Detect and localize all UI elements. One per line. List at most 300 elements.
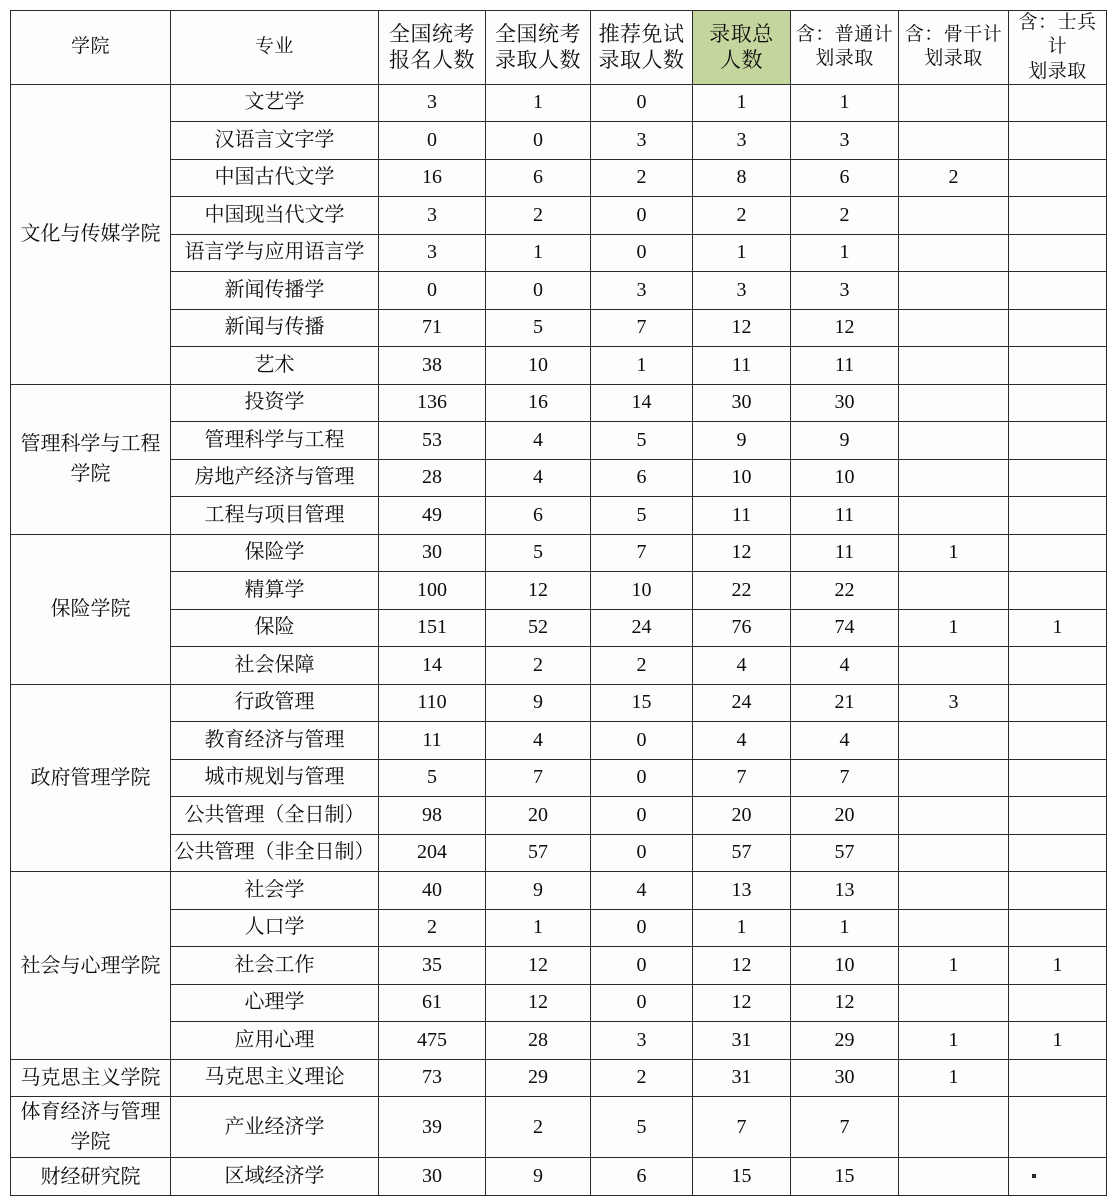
cell-major: 中国现当代文学 (171, 197, 379, 235)
table-row (11, 497, 1107, 535)
cell-normal-plan: 4 (791, 722, 899, 760)
cell-total-count: 11 (693, 347, 791, 385)
cell-apply-count: 0 (379, 122, 486, 160)
table-body (11, 84, 1107, 1195)
cell-apply-count: 14 (379, 647, 486, 685)
cell-total-count: 11 (693, 497, 791, 535)
header-cell-total (693, 11, 791, 85)
cell-admit-count: 20 (486, 797, 591, 835)
cell-backbone-plan: 2 (899, 159, 1009, 197)
header-cell-major (171, 11, 379, 85)
cell-total-count: 3 (693, 272, 791, 310)
cell-major: 应用心理 (171, 1022, 379, 1060)
cell-soldier-plan (1009, 459, 1107, 497)
cell-soldier-plan (1009, 384, 1107, 422)
cell-major: 社会工作 (171, 947, 379, 985)
cell-major: 社会保障 (171, 647, 379, 685)
header-apply-line2: 报名人数 (389, 48, 475, 73)
cell-exempt-count: 24 (591, 609, 693, 647)
cell-soldier-plan (1009, 1097, 1107, 1158)
cell-backbone-plan (899, 984, 1009, 1022)
table-row (11, 459, 1107, 497)
cell-admit-count: 12 (486, 984, 591, 1022)
cell-soldier-plan (1009, 422, 1107, 460)
cell-backbone-plan (899, 497, 1009, 535)
cell-normal-plan: 7 (791, 759, 899, 797)
cell-major: 城市规划与管理 (171, 759, 379, 797)
table-row (11, 309, 1107, 347)
cell-exempt-count: 6 (591, 1158, 693, 1196)
cell-major: 房地产经济与管理 (171, 459, 379, 497)
cell-total-count: 31 (693, 1022, 791, 1060)
cell-admit-count: 9 (486, 684, 591, 722)
cell-total-count: 76 (693, 609, 791, 647)
header-exempt-line1: 推荐免试 (598, 21, 685, 46)
cell-admit-count: 52 (486, 609, 591, 647)
cell-backbone-plan (899, 347, 1009, 385)
header-backbone-line2: 划录取 (924, 48, 983, 70)
cell-admit-count: 2 (486, 647, 591, 685)
table-header (11, 11, 1107, 85)
college-name-line2: 学院 (70, 1131, 111, 1154)
cell-apply-count: 73 (379, 1059, 486, 1097)
cell-total-count: 13 (693, 872, 791, 910)
cell-apply-count: 100 (379, 572, 486, 610)
cell-admit-count: 4 (486, 459, 591, 497)
cell-normal-plan: 57 (791, 834, 899, 872)
table-row (11, 572, 1107, 610)
cell-admit-count: 2 (486, 197, 591, 235)
cell-backbone-plan (899, 759, 1009, 797)
cell-backbone-plan (899, 834, 1009, 872)
cell-soldier-plan: 1 (1009, 947, 1107, 985)
cell-apply-count: 475 (379, 1022, 486, 1060)
header-total-line2: 人数 (720, 48, 763, 73)
header-cell-college (11, 11, 171, 85)
cell-apply-count: 98 (379, 797, 486, 835)
cell-exempt-count: 3 (591, 272, 693, 310)
cell-admit-count: 1 (486, 234, 591, 272)
admissions-table (10, 10, 1107, 1196)
cell-admit-count: 4 (486, 422, 591, 460)
cell-exempt-count: 0 (591, 197, 693, 235)
cell-exempt-count: 3 (591, 122, 693, 160)
cell-soldier-plan (1009, 572, 1107, 610)
cell-admit-count: 1 (486, 909, 591, 947)
header-row (11, 11, 1107, 85)
cell-apply-count: 35 (379, 947, 486, 985)
cell-soldier-plan (1009, 272, 1107, 310)
table-row (11, 647, 1107, 685)
cell-major: 公共管理（非全日制） (171, 834, 379, 872)
cell-exempt-count: 0 (591, 234, 693, 272)
cell-normal-plan: 6 (791, 159, 899, 197)
cell-exempt-count: 5 (591, 1097, 693, 1158)
cell-soldier-plan: 1 (1009, 609, 1107, 647)
cell-college: 文化与传媒学院 (11, 84, 171, 384)
college-name-line1: 体育经济与管理 (20, 1101, 161, 1124)
cell-total-count: 10 (693, 459, 791, 497)
cell-admit-count: 0 (486, 122, 591, 160)
cell-backbone-plan (899, 309, 1009, 347)
cell-normal-plan: 4 (791, 647, 899, 685)
cell-major: 新闻传播学 (171, 272, 379, 310)
cell-backbone-plan (899, 234, 1009, 272)
cell-exempt-count: 0 (591, 909, 693, 947)
table-row (11, 1022, 1107, 1060)
cell-apply-count: 110 (379, 684, 486, 722)
cell-soldier-plan (1009, 872, 1107, 910)
table-row (11, 947, 1107, 985)
cell-normal-plan: 30 (791, 1059, 899, 1097)
cell-backbone-plan (899, 647, 1009, 685)
header-cell-admit (486, 11, 591, 85)
header-soldier-line1: 含：士兵计 (1018, 12, 1097, 58)
cell-exempt-count: 0 (591, 984, 693, 1022)
cell-soldier-plan (1009, 797, 1107, 835)
cell-exempt-count: 3 (591, 1022, 693, 1060)
cell-college: 马克思主义学院 (11, 1059, 171, 1097)
cell-apply-count: 61 (379, 984, 486, 1022)
cell-admit-count: 0 (486, 272, 591, 310)
header-college-line1: 学院 (70, 36, 110, 58)
cell-admit-count: 2 (486, 1097, 591, 1158)
cell-college: 保险学院 (11, 534, 171, 684)
cell-major: 汉语言文字学 (171, 122, 379, 160)
cell-apply-count: 53 (379, 422, 486, 460)
header-cell-exempt (591, 11, 693, 85)
cell-apply-count: 16 (379, 159, 486, 197)
table-row (11, 1059, 1107, 1097)
cell-normal-plan: 20 (791, 797, 899, 835)
cell-normal-plan: 1 (791, 84, 899, 122)
cell-soldier-plan (1009, 309, 1107, 347)
cell-backbone-plan: 1 (899, 1059, 1009, 1097)
header-cell-apply (379, 11, 486, 85)
header-major-line1: 专业 (254, 36, 294, 58)
cell-exempt-count: 2 (591, 1059, 693, 1097)
cell-major: 行政管理 (171, 684, 379, 722)
table-row (11, 234, 1107, 272)
cell-exempt-count: 0 (591, 722, 693, 760)
cell-admit-count: 7 (486, 759, 591, 797)
cell-apply-count: 3 (379, 197, 486, 235)
cell-apply-count: 28 (379, 459, 486, 497)
cell-admit-count: 28 (486, 1022, 591, 1060)
table-row (11, 347, 1107, 385)
cell-exempt-count: 7 (591, 534, 693, 572)
table-row (11, 909, 1107, 947)
cell-normal-plan: 29 (791, 1022, 899, 1060)
cell-total-count: 15 (693, 1158, 791, 1196)
cell-exempt-count: 0 (591, 834, 693, 872)
cell-normal-plan: 30 (791, 384, 899, 422)
cell-apply-count: 204 (379, 834, 486, 872)
cell-major: 公共管理（全日制） (171, 797, 379, 835)
scan-artifact-dot (1032, 1174, 1036, 1178)
cell-normal-plan: 12 (791, 309, 899, 347)
cell-major: 文艺学 (171, 84, 379, 122)
cell-apply-count: 0 (379, 272, 486, 310)
cell-soldier-plan: 1 (1009, 1022, 1107, 1060)
cell-normal-plan: 74 (791, 609, 899, 647)
cell-soldier-plan (1009, 497, 1107, 535)
cell-major: 心理学 (171, 984, 379, 1022)
table-row (11, 384, 1107, 422)
header-exempt-line2: 录取人数 (598, 48, 685, 73)
table-row (11, 684, 1107, 722)
table-row (11, 1158, 1107, 1196)
cell-total-count: 12 (693, 309, 791, 347)
cell-major: 保险学 (171, 534, 379, 572)
cell-exempt-count: 1 (591, 347, 693, 385)
cell-exempt-count: 0 (591, 759, 693, 797)
cell-total-count: 22 (693, 572, 791, 610)
cell-exempt-count: 2 (591, 647, 693, 685)
cell-backbone-plan (899, 197, 1009, 235)
cell-total-count: 20 (693, 797, 791, 835)
cell-college: 财经研究院 (11, 1158, 171, 1196)
cell-normal-plan: 22 (791, 572, 899, 610)
cell-major: 艺术 (171, 347, 379, 385)
cell-backbone-plan (899, 122, 1009, 160)
table-row (11, 609, 1107, 647)
cell-apply-count: 2 (379, 909, 486, 947)
cell-apply-count: 3 (379, 84, 486, 122)
cell-total-count: 8 (693, 159, 791, 197)
cell-normal-plan: 1 (791, 234, 899, 272)
cell-normal-plan: 9 (791, 422, 899, 460)
header-total-line1: 录取总 (709, 21, 774, 46)
header-cell-soldier-plan (1009, 11, 1107, 85)
table-row (11, 834, 1107, 872)
cell-apply-count: 151 (379, 609, 486, 647)
cell-major: 语言学与应用语言学 (171, 234, 379, 272)
cell-soldier-plan (1009, 909, 1107, 947)
table-row (11, 759, 1107, 797)
cell-normal-plan: 10 (791, 947, 899, 985)
cell-total-count: 12 (693, 984, 791, 1022)
cell-college: 政府管理学院 (11, 684, 171, 872)
cell-admit-count: 4 (486, 722, 591, 760)
cell-total-count: 2 (693, 197, 791, 235)
cell-apply-count: 136 (379, 384, 486, 422)
table-row (11, 422, 1107, 460)
cell-soldier-plan (1009, 1059, 1107, 1097)
table-row (11, 984, 1107, 1022)
cell-exempt-count: 5 (591, 422, 693, 460)
cell-soldier-plan (1009, 234, 1107, 272)
cell-total-count: 31 (693, 1059, 791, 1097)
cell-admit-count: 5 (486, 534, 591, 572)
cell-backbone-plan (899, 422, 1009, 460)
cell-normal-plan: 21 (791, 684, 899, 722)
header-soldier-line2: 划录取 (1028, 60, 1087, 82)
cell-backbone-plan (899, 572, 1009, 610)
cell-exempt-count: 2 (591, 159, 693, 197)
cell-soldier-plan (1009, 647, 1107, 685)
cell-major: 马克思主义理论 (171, 1059, 379, 1097)
cell-total-count: 1 (693, 909, 791, 947)
cell-normal-plan: 13 (791, 872, 899, 910)
cell-backbone-plan: 1 (899, 534, 1009, 572)
cell-normal-plan: 3 (791, 272, 899, 310)
cell-major: 教育经济与管理 (171, 722, 379, 760)
cell-normal-plan: 15 (791, 1158, 899, 1196)
cell-apply-count: 49 (379, 497, 486, 535)
cell-major: 产业经济学 (171, 1097, 379, 1158)
cell-exempt-count: 14 (591, 384, 693, 422)
table-row (11, 122, 1107, 160)
cell-admit-count: 57 (486, 834, 591, 872)
cell-total-count: 12 (693, 534, 791, 572)
cell-major: 新闻与传播 (171, 309, 379, 347)
cell-total-count: 7 (693, 759, 791, 797)
cell-admit-count: 29 (486, 1059, 591, 1097)
cell-exempt-count: 0 (591, 797, 693, 835)
header-normal-line1: 含：普通计 (795, 24, 894, 46)
table-row (11, 872, 1107, 910)
cell-apply-count: 39 (379, 1097, 486, 1158)
cell-college: 管理科学与工程学院 (11, 384, 171, 534)
cell-apply-count: 3 (379, 234, 486, 272)
cell-backbone-plan (899, 872, 1009, 910)
cell-normal-plan: 10 (791, 459, 899, 497)
cell-normal-plan: 2 (791, 197, 899, 235)
cell-total-count: 3 (693, 122, 791, 160)
cell-total-count: 57 (693, 834, 791, 872)
cell-major: 社会学 (171, 872, 379, 910)
cell-admit-count: 5 (486, 309, 591, 347)
cell-major: 管理科学与工程 (171, 422, 379, 460)
header-cell-backbone-plan (899, 11, 1009, 85)
cell-soldier-plan (1009, 84, 1107, 122)
header-cell-normal-plan (791, 11, 899, 85)
cell-soldier-plan (1009, 534, 1107, 572)
cell-soldier-plan (1009, 984, 1107, 1022)
cell-backbone-plan (899, 722, 1009, 760)
cell-admit-count: 12 (486, 572, 591, 610)
cell-soldier-plan (1009, 347, 1107, 385)
cell-normal-plan: 1 (791, 909, 899, 947)
cell-normal-plan: 7 (791, 1097, 899, 1158)
cell-major: 投资学 (171, 384, 379, 422)
cell-total-count: 7 (693, 1097, 791, 1158)
cell-apply-count: 38 (379, 347, 486, 385)
cell-major: 工程与项目管理 (171, 497, 379, 535)
table-row (11, 272, 1107, 310)
cell-admit-count: 9 (486, 872, 591, 910)
cell-total-count: 4 (693, 647, 791, 685)
cell-apply-count: 71 (379, 309, 486, 347)
cell-exempt-count: 5 (591, 497, 693, 535)
header-apply-line1: 全国统考 (389, 21, 475, 46)
header-admit-line1: 全国统考 (495, 21, 581, 46)
table-row (11, 722, 1107, 760)
cell-soldier-plan (1009, 722, 1107, 760)
cell-exempt-count: 4 (591, 872, 693, 910)
cell-major: 人口学 (171, 909, 379, 947)
table-row (11, 1097, 1107, 1158)
cell-backbone-plan: 3 (899, 684, 1009, 722)
cell-backbone-plan: 1 (899, 609, 1009, 647)
cell-backbone-plan (899, 272, 1009, 310)
cell-backbone-plan (899, 1158, 1009, 1196)
cell-backbone-plan (899, 84, 1009, 122)
cell-total-count: 4 (693, 722, 791, 760)
cell-backbone-plan (899, 797, 1009, 835)
table-row (11, 534, 1107, 572)
cell-admit-count: 6 (486, 497, 591, 535)
cell-backbone-plan (899, 1097, 1009, 1158)
cell-exempt-count: 15 (591, 684, 693, 722)
cell-normal-plan: 11 (791, 534, 899, 572)
cell-exempt-count: 6 (591, 459, 693, 497)
cell-total-count: 24 (693, 684, 791, 722)
table-row (11, 797, 1107, 835)
cell-soldier-plan (1009, 197, 1107, 235)
table-row (11, 84, 1107, 122)
cell-apply-count: 30 (379, 1158, 486, 1196)
cell-soldier-plan (1009, 1158, 1107, 1196)
cell-soldier-plan (1009, 159, 1107, 197)
cell-backbone-plan (899, 384, 1009, 422)
cell-soldier-plan (1009, 759, 1107, 797)
cell-admit-count: 16 (486, 384, 591, 422)
cell-total-count: 9 (693, 422, 791, 460)
cell-total-count: 12 (693, 947, 791, 985)
cell-admit-count: 1 (486, 84, 591, 122)
cell-exempt-count: 0 (591, 84, 693, 122)
cell-apply-count: 30 (379, 534, 486, 572)
cell-soldier-plan (1009, 684, 1107, 722)
cell-backbone-plan (899, 459, 1009, 497)
header-normal-line2: 划录取 (815, 48, 874, 70)
cell-normal-plan: 3 (791, 122, 899, 160)
header-admit-line2: 录取人数 (495, 48, 581, 73)
cell-major: 精算学 (171, 572, 379, 610)
cell-soldier-plan (1009, 834, 1107, 872)
cell-exempt-count: 10 (591, 572, 693, 610)
cell-apply-count: 11 (379, 722, 486, 760)
cell-apply-count: 5 (379, 759, 486, 797)
table-row (11, 197, 1107, 235)
cell-admit-count: 9 (486, 1158, 591, 1196)
cell-backbone-plan: 1 (899, 1022, 1009, 1060)
cell-total-count: 1 (693, 84, 791, 122)
cell-college (11, 1097, 171, 1158)
cell-college: 社会与心理学院 (11, 872, 171, 1060)
cell-admit-count: 6 (486, 159, 591, 197)
cell-major: 区域经济学 (171, 1158, 379, 1196)
cell-apply-count: 40 (379, 872, 486, 910)
header-backbone-line1: 含：骨干计 (904, 24, 1003, 46)
cell-admit-count: 12 (486, 947, 591, 985)
cell-major: 中国古代文学 (171, 159, 379, 197)
cell-normal-plan: 12 (791, 984, 899, 1022)
cell-backbone-plan: 1 (899, 947, 1009, 985)
cell-total-count: 1 (693, 234, 791, 272)
cell-admit-count: 10 (486, 347, 591, 385)
cell-exempt-count: 0 (591, 947, 693, 985)
cell-total-count: 30 (693, 384, 791, 422)
table-row (11, 159, 1107, 197)
cell-soldier-plan (1009, 122, 1107, 160)
cell-backbone-plan (899, 909, 1009, 947)
cell-normal-plan: 11 (791, 497, 899, 535)
cell-exempt-count: 7 (591, 309, 693, 347)
cell-major: 保险 (171, 609, 379, 647)
